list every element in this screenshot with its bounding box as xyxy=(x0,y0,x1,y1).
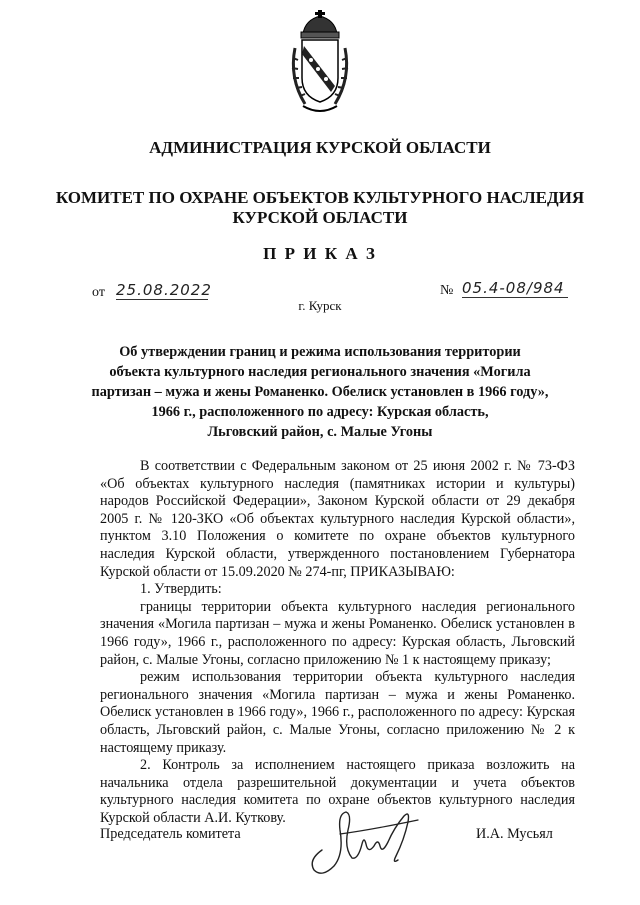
boundaries-paragraph: границы территории объекта культурного наследия регионального значения «Могила партизан – мужа и жены Романенко. Обелиск установлен в 1966 году», 1966 г., расположенного по адресу: Курская область, Льговский район, с. Малые Угоны, согласно приложению № 1 к настоящему приказу; xyxy=(100,598,575,668)
coat-of-arms-emblem xyxy=(285,8,355,118)
handwritten-signature xyxy=(300,800,430,880)
order-title xyxy=(0,342,640,442)
committee-heading-line1: КОМИТЕТ ПО ОХРАНЕ ОБЪЕКТОВ КУЛЬТУРНОГО НАСЛЕДИЯ xyxy=(55,188,585,207)
administration-heading: АДМИНИСТРАЦИЯ КУРСКОЙ ОБЛАСТИ xyxy=(149,138,491,157)
order-title-line: 1966 г., расположенного по адресу: Курская область, xyxy=(151,404,489,420)
city-label: г. Курск xyxy=(298,298,342,313)
order-title-line: Льговский район, с. Малые Угоны xyxy=(207,424,433,440)
control-paragraph: 2. Контроль за исполнением настоящего приказа возложить на начальника отдела разрешительной документации и учета объектов культурного наследия комитета по охране объектов культурного наследия Курской области А.И. Куткову. xyxy=(100,757,575,826)
number-value: 05.4-08/984 xyxy=(462,279,568,298)
approve-paragraph: 1. Утвердить: xyxy=(140,581,222,598)
preamble-paragraph: В соответствии с Федеральным законом от 25 июня 2002 г. № 73-ФЗ «Об объектах культурного наследия (памятниках истории и культуры) народов Российской Федерации», Законом Курской области от 29 декабря 2005 г. № 120-ЗКО «Об объектах культурного наследия Курской области», пунктом 3.10 Положения о комитете по охране объектов культурного наследия Курской области, утвержденного постановлением Губернатора Курской области от 15.09.2020 № 274-пг, ПРИКАЗЫВАЮ: xyxy=(100,458,575,580)
signatory-name: И.А. Мусьял xyxy=(476,826,553,842)
order-title-line: Об утверждении границ и режима использования территории xyxy=(119,344,521,360)
number-prefix: № xyxy=(440,283,454,298)
order-title-line: объекта культурного наследия регионального значения «Могила xyxy=(109,364,531,380)
order-body xyxy=(100,458,575,827)
document-type-heading: П Р И К А З xyxy=(263,244,377,263)
committee-heading-line2: КУРСКОЙ ОБЛАСТИ xyxy=(232,208,408,227)
order-title-line: партизан – мужа и жены Романенко. Обелиск установлен в 1966 году», xyxy=(91,384,549,400)
signatory-position: Председатель комитета xyxy=(100,826,241,842)
regime-paragraph: режим использования территории объекта культурного наследия регионального значения «Могила партизан – мужа и жены Романенко. Обелиск установлен в 1966 году», 1966 г., расположенного по адресу: Курская область, Льговский район, с. Малые Угоны, согласно приложению № 2 к настоящему приказу. xyxy=(100,669,575,756)
date-prefix: от xyxy=(92,285,105,300)
date-value: 25.08.2022 xyxy=(116,281,212,299)
